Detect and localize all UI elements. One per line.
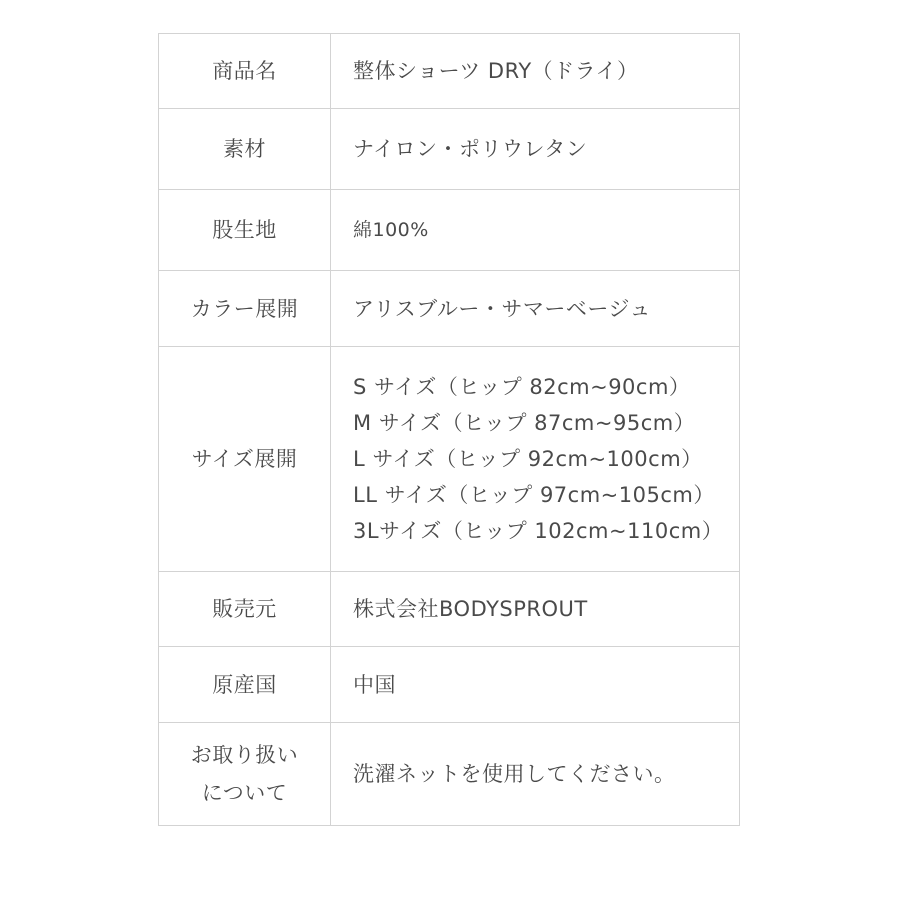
table-row (159, 572, 740, 647)
row-value-crotch-fabric: 綿100% (331, 190, 740, 271)
row-label-origin: 原産国 (159, 647, 331, 723)
row-label-care (159, 723, 331, 826)
table-row (159, 723, 740, 826)
table-row (159, 109, 740, 190)
row-value-product-name: 整体ショーツ DRY（ドライ） (331, 34, 740, 109)
size-item-3l: 3Lサイズ（ヒップ 102cm~110cm） (353, 519, 724, 543)
table-row (159, 347, 740, 572)
size-item-m: M サイズ（ヒップ 87cm~95cm） (353, 411, 696, 435)
row-value-care: 洗濯ネットを使用してください。 (331, 723, 740, 826)
row-label-product-name: 商品名 (159, 34, 331, 109)
table-row (159, 34, 740, 109)
size-item-ll: LL サイズ（ヒップ 97cm~105cm） (353, 483, 715, 507)
table-row (159, 271, 740, 347)
row-value-material: ナイロン・ポリウレタン (331, 109, 740, 190)
product-spec-table (158, 33, 740, 826)
table-row (159, 190, 740, 271)
row-label-colors: カラー展開 (159, 271, 331, 347)
row-value-seller: 株式会社BODYSPROUT (331, 572, 740, 647)
row-label-sizes: サイズ展開 (159, 347, 331, 572)
table-row (159, 647, 740, 723)
size-item-l: L サイズ（ヒップ 92cm~100cm） (353, 447, 703, 471)
row-label-seller: 販売元 (159, 572, 331, 647)
row-label-crotch-fabric: 股生地 (159, 190, 331, 271)
row-value-sizes (331, 347, 740, 572)
care-label-line-1: お取り扱い (190, 743, 299, 767)
care-label-line-2: について (201, 781, 288, 805)
row-value-colors: アリスブルー・サマーベージュ (331, 271, 740, 347)
row-label-material: 素材 (159, 109, 331, 190)
size-item-s: S サイズ（ヒップ 82cm~90cm） (353, 375, 691, 399)
row-value-origin: 中国 (331, 647, 740, 723)
